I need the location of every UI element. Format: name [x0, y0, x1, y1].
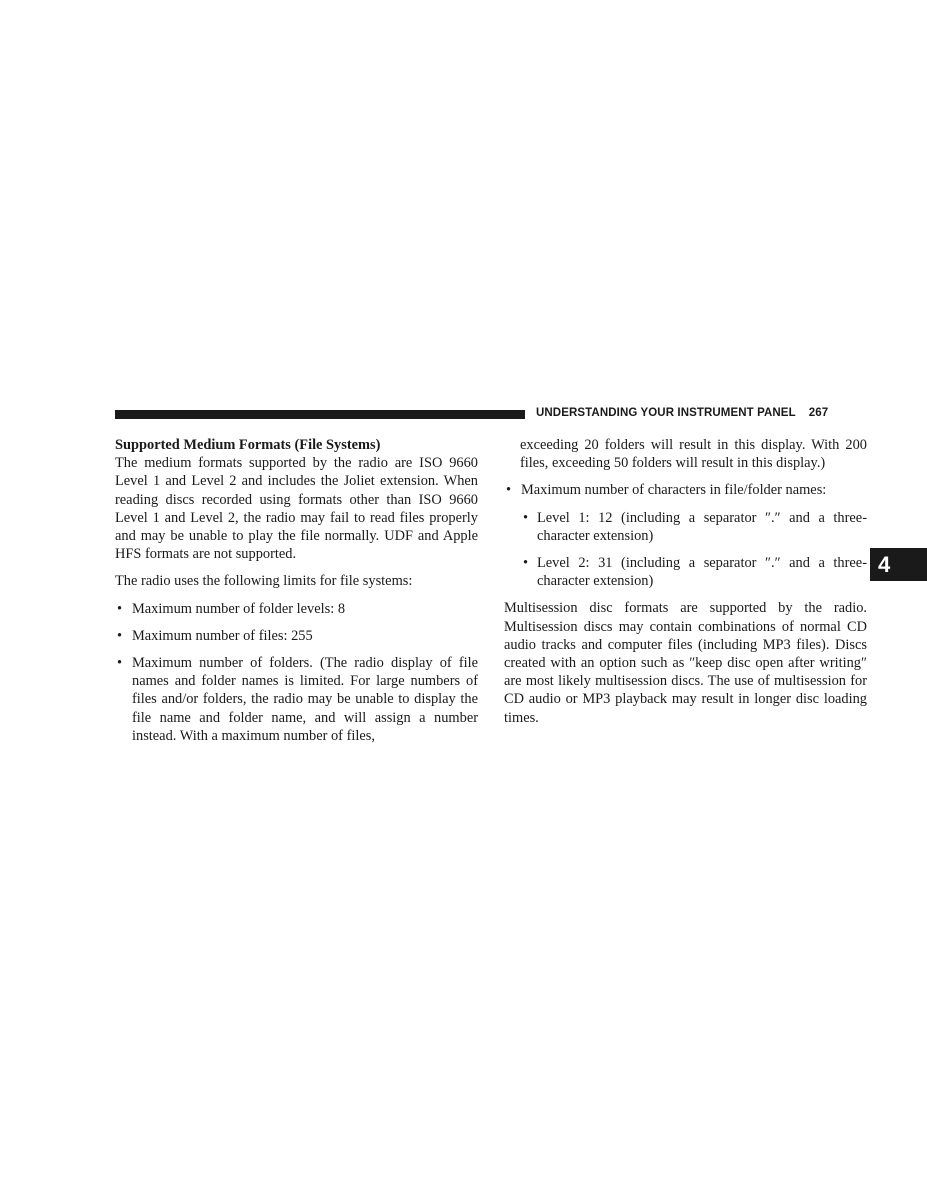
section-title: UNDERSTANDING YOUR INSTRUMENT PANEL	[536, 407, 796, 419]
sub-list	[521, 509, 867, 591]
header-rule	[115, 410, 525, 419]
bullet-icon: •	[523, 509, 529, 526]
list-item: • Maximum number of folder levels: 8	[117, 600, 346, 617]
sub-list-item: • Level 2: 31 (including a separator ″.″ and a three-character extension)	[523, 555, 867, 590]
sub-list-item: • Level 1: 12 (including a separator ″.″ and a three-character extension)	[523, 509, 867, 544]
limits-list	[115, 600, 478, 745]
list-item: • Maximum number of folders. (The radio display of file names and folder names is limited. For large numbers of files and/or folders, the radio may be unable to display the file name and folder name, and will assign a number instead. With a maximum number of files,	[117, 655, 478, 744]
chapter-tab: 4	[870, 548, 927, 581]
continuation-text: exceeding 20 folders will result in this display. With 200 files, exceeding 50 folders will result in this display.)	[520, 437, 867, 472]
multisession-paragraph: Multisession disc formats are supported by the radio. Multisession discs may contain combinations of normal CD audio tracks and computer files (including MP3 files). Discs created with an option such as ″keep disc open after writing″ are most likely multisession discs. The use of multisession for CD audio or MP3 playback may result in longer disc loading times.	[504, 600, 867, 726]
bullet-icon: •	[117, 627, 123, 644]
characters-list	[504, 481, 867, 590]
list-item: • Maximum number of characters in file/folder names: • Level 1: 12 (including a separator ″.″ and a three-character extension) • Level 2: 31 (including a separator ″.″ and a three-character extension)	[506, 482, 867, 590]
section-heading: Supported Medium Formats (File Systems)	[115, 437, 381, 453]
left-column	[115, 436, 478, 745]
bullet-icon: •	[523, 555, 529, 572]
list-item: • Maximum number of files: 255	[117, 627, 313, 644]
running-header	[536, 407, 828, 419]
bullet-icon: •	[506, 482, 512, 499]
right-column	[504, 436, 867, 727]
bullet-icon: •	[117, 600, 123, 617]
limits-intro: The radio uses the following limits for file systems:	[115, 573, 413, 590]
page-number: 267	[808, 407, 829, 419]
intro-paragraph: The medium formats supported by the radio are ISO 9660 Level 1 and Level 2 and includes the Joliet extension. When reading discs recorded using formats other than ISO 9660 Level 1 and Level 2, the radio may fail to read files properly and may be unable to play the file normally. UDF and Apple HFS formats are not supported.	[115, 455, 478, 563]
bullet-icon: •	[117, 655, 123, 672]
